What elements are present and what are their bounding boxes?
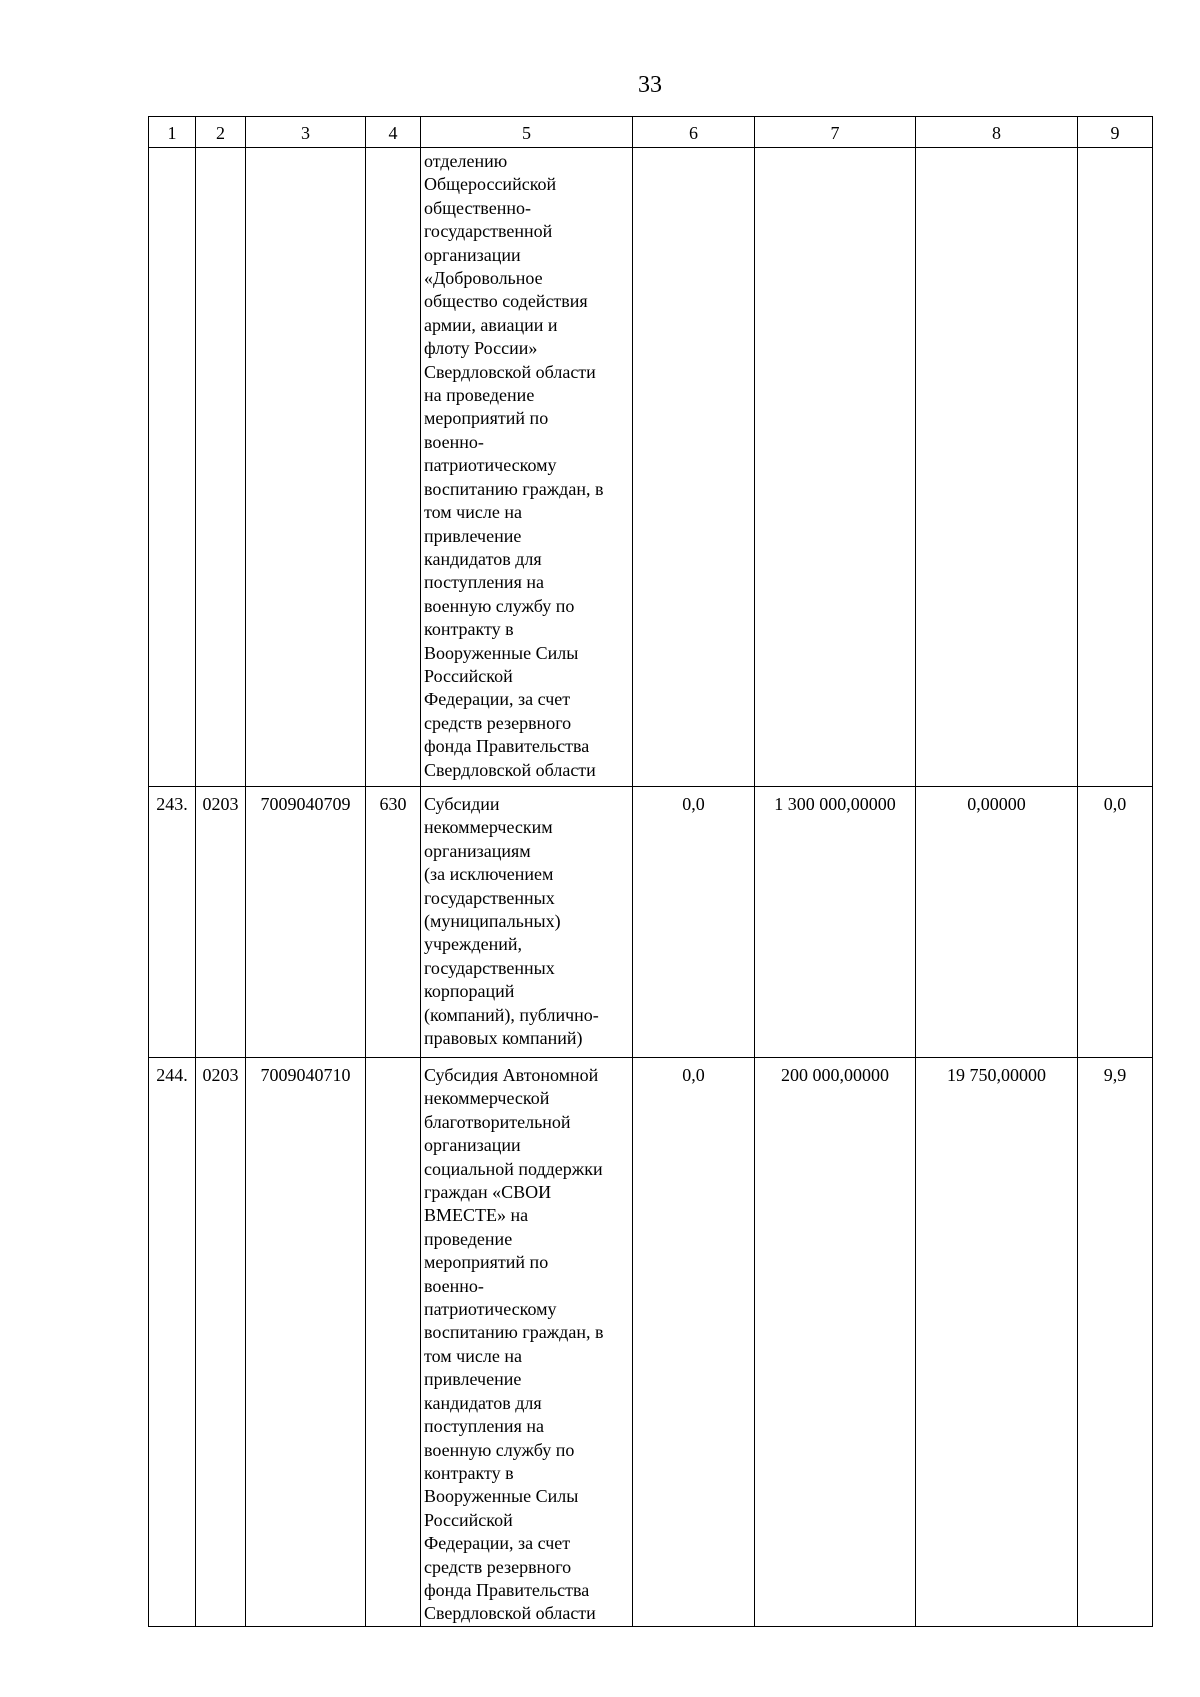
- target-code-cell: 7009040709: [246, 787, 366, 1058]
- section-code-cell: 0203: [196, 787, 246, 1058]
- column-header: 9: [1078, 117, 1153, 148]
- description-cell: [421, 1058, 633, 1627]
- value-cell: 0,0: [633, 787, 755, 1058]
- page-number: 33: [638, 72, 662, 98]
- value-cell: 1 300 000,00000: [755, 787, 916, 1058]
- column-header: 5: [421, 117, 633, 148]
- column-header: 3: [246, 117, 366, 148]
- description-cell: [421, 787, 633, 1058]
- description-text: Субсидия Автономной некоммерческой благотворительной организации социальной поддержки граждан «СВОИ ВМЕСТЕ» на проведение мероприятий по военно- патриотическому воспитанию граждан, в том числе на привлечение кандидатов для поступления на военную службу по контракту в Вооруженные Силы Российской Федерации, за счет средств резервного фонда Правительства Свердловской области: [424, 1065, 604, 1624]
- description-text: отделению Общероссийской общественно- государственной организации «Добровольное общество содействия армии, авиации и флоту России» Свердловской области на проведение мероприятий по военно- патриотическому воспитанию граждан, в том числе на привлечение кандидатов для поступления на военную службу по контракту в Вооруженные Силы Российской Федерации, за счет средств резервного фонда Правительства Свердловской области: [424, 151, 604, 780]
- table-row: [149, 148, 1153, 787]
- value-cell: 0,0: [1078, 787, 1153, 1058]
- column-header: 2: [196, 117, 246, 148]
- value-cell: [633, 148, 755, 787]
- description-text: Субсидии некоммерческим организациям (за исключением государственных (муниципальных) учреждений, государственных корпораций (компаний), публично- правовых компаний): [424, 794, 599, 1049]
- budget-table: [148, 116, 1153, 1627]
- section-code-cell: [196, 148, 246, 787]
- column-header: 6: [633, 117, 755, 148]
- expense-type-cell: 630: [366, 787, 421, 1058]
- value-cell: 0,00000: [916, 787, 1078, 1058]
- expense-type-cell: [366, 1058, 421, 1627]
- table-row: [149, 787, 1153, 1058]
- row-number-cell: 244.: [149, 1058, 196, 1627]
- column-header: 7: [755, 117, 916, 148]
- column-header: 8: [916, 117, 1078, 148]
- column-header: 4: [366, 117, 421, 148]
- value-cell: [755, 148, 916, 787]
- value-cell: 19 750,00000: [916, 1058, 1078, 1627]
- table-row: [149, 1058, 1153, 1627]
- column-header: 1: [149, 117, 196, 148]
- table-header-row: [149, 117, 1153, 148]
- value-cell: [916, 148, 1078, 787]
- target-code-cell: 7009040710: [246, 1058, 366, 1627]
- value-cell: 200 000,00000: [755, 1058, 916, 1627]
- section-code-cell: 0203: [196, 1058, 246, 1627]
- row-number-cell: [149, 148, 196, 787]
- expense-type-cell: [366, 148, 421, 787]
- value-cell: 9,9: [1078, 1058, 1153, 1627]
- value-cell: [1078, 148, 1153, 787]
- row-number-cell: 243.: [149, 787, 196, 1058]
- description-cell: [421, 148, 633, 787]
- target-code-cell: [246, 148, 366, 787]
- value-cell: 0,0: [633, 1058, 755, 1627]
